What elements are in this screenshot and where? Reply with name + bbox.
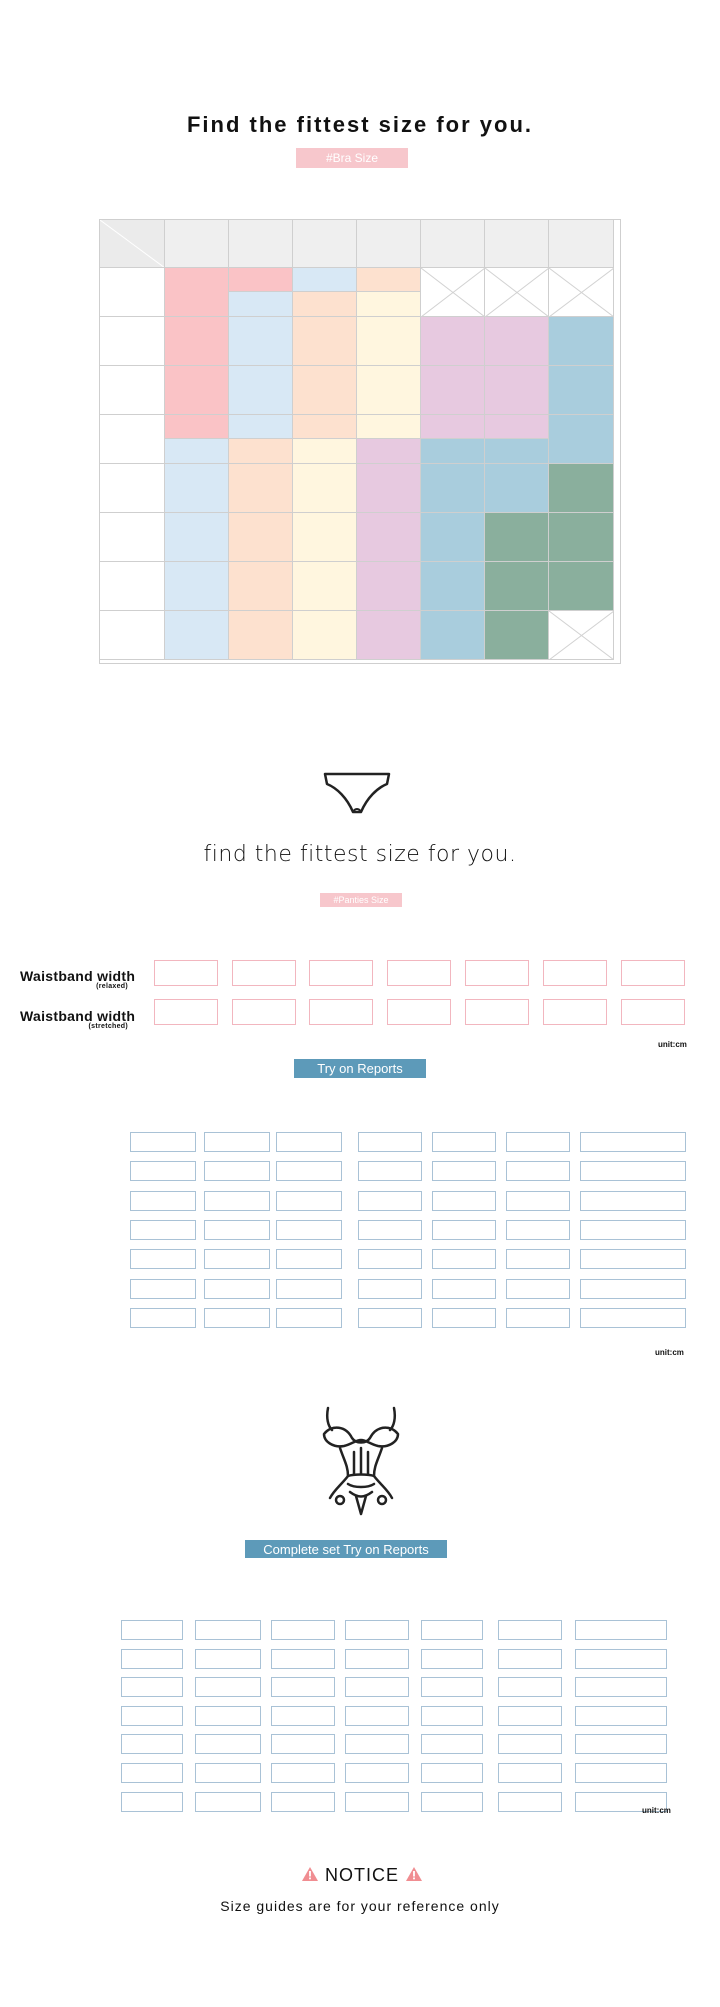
size-cell bbox=[165, 562, 229, 611]
size-cell bbox=[165, 268, 229, 317]
size-cell bbox=[229, 611, 293, 660]
warning-icon bbox=[405, 1866, 423, 1882]
size-cell bbox=[229, 317, 293, 366]
report-value bbox=[121, 1792, 183, 1812]
waistband-relaxed-value bbox=[543, 960, 607, 986]
report-value bbox=[498, 1706, 562, 1726]
tryon-unit: unit:cm bbox=[655, 1348, 684, 1357]
report-value bbox=[498, 1620, 562, 1640]
report-value bbox=[130, 1132, 196, 1152]
report-value bbox=[195, 1706, 261, 1726]
waistband-stretched-value bbox=[465, 999, 529, 1025]
report-value bbox=[195, 1792, 261, 1812]
waistband-stretched-value bbox=[154, 999, 218, 1025]
size-cell-split-bottom bbox=[485, 439, 549, 464]
waistband-stretched-value bbox=[309, 999, 373, 1025]
report-value bbox=[271, 1734, 335, 1754]
report-value bbox=[498, 1792, 562, 1812]
waistband-relaxed-value bbox=[309, 960, 373, 986]
bra-section-title: Find the fittest size for you. bbox=[186, 112, 533, 137]
size-cell bbox=[549, 415, 614, 464]
report-value bbox=[195, 1620, 261, 1640]
unavailable-cell bbox=[549, 611, 614, 660]
report-value bbox=[358, 1249, 422, 1269]
underbust-header bbox=[485, 220, 549, 268]
report-value bbox=[345, 1792, 409, 1812]
size-cell bbox=[549, 464, 614, 513]
underbust-header bbox=[549, 220, 614, 268]
report-value bbox=[276, 1279, 342, 1299]
size-cell bbox=[421, 366, 485, 415]
size-cell-split-bottom bbox=[293, 439, 357, 464]
size-cell-split-bottom bbox=[421, 439, 485, 464]
report-value bbox=[345, 1677, 409, 1697]
report-value bbox=[121, 1649, 183, 1669]
report-value bbox=[345, 1706, 409, 1726]
report-value bbox=[204, 1132, 270, 1152]
report-value bbox=[421, 1677, 483, 1697]
size-cell bbox=[485, 513, 549, 562]
size-cell bbox=[293, 464, 357, 513]
size-cell bbox=[549, 317, 614, 366]
unavailable-cell bbox=[421, 268, 485, 317]
size-cell-split-top bbox=[293, 268, 357, 292]
report-value bbox=[195, 1763, 261, 1783]
report-value bbox=[130, 1308, 196, 1328]
report-value bbox=[575, 1677, 667, 1697]
size-cell-split-top bbox=[485, 415, 549, 439]
cup-label bbox=[100, 464, 165, 513]
report-value bbox=[506, 1132, 570, 1152]
report-value bbox=[271, 1677, 335, 1697]
report-value bbox=[580, 1249, 686, 1269]
report-value bbox=[121, 1734, 183, 1754]
underbust-header bbox=[357, 220, 421, 268]
report-value bbox=[580, 1308, 686, 1328]
report-value bbox=[271, 1706, 335, 1726]
report-value bbox=[121, 1706, 183, 1726]
warning-icon bbox=[301, 1866, 319, 1882]
report-value bbox=[432, 1191, 496, 1211]
report-value bbox=[506, 1220, 570, 1240]
report-value bbox=[575, 1706, 667, 1726]
report-value bbox=[421, 1792, 483, 1812]
waistband-relaxed-value bbox=[621, 960, 685, 986]
report-value bbox=[575, 1763, 667, 1783]
report-value bbox=[204, 1279, 270, 1299]
waistband-relaxed-value bbox=[232, 960, 296, 986]
size-cell bbox=[357, 464, 421, 513]
report-value bbox=[421, 1763, 483, 1783]
report-value bbox=[130, 1220, 196, 1240]
report-value bbox=[121, 1677, 183, 1697]
size-cell bbox=[165, 366, 229, 415]
report-value bbox=[358, 1161, 422, 1181]
report-value bbox=[204, 1249, 270, 1269]
size-cell-split-top bbox=[165, 415, 229, 439]
size-cell bbox=[165, 464, 229, 513]
report-value bbox=[130, 1161, 196, 1181]
size-cell-split-bottom bbox=[357, 292, 421, 317]
panties-size-tag: #Panties Size bbox=[320, 893, 402, 907]
report-value bbox=[345, 1734, 409, 1754]
report-value bbox=[271, 1649, 335, 1669]
waistband-relaxed-value bbox=[387, 960, 451, 986]
size-cell bbox=[485, 464, 549, 513]
size-cell-split-top bbox=[421, 415, 485, 439]
size-cell-split-top bbox=[357, 268, 421, 292]
report-value bbox=[345, 1620, 409, 1640]
report-value bbox=[271, 1792, 335, 1812]
report-value bbox=[580, 1191, 686, 1211]
report-value bbox=[276, 1220, 342, 1240]
report-value bbox=[575, 1734, 667, 1754]
size-cell bbox=[165, 317, 229, 366]
report-value bbox=[506, 1308, 570, 1328]
panties-unit: unit:cm bbox=[658, 1040, 687, 1049]
waistband-stretched-value bbox=[387, 999, 451, 1025]
unavailable-cell bbox=[549, 268, 614, 317]
size-cell bbox=[229, 464, 293, 513]
cup-label bbox=[100, 317, 165, 366]
bra-size-tag: #Bra Size bbox=[296, 148, 408, 168]
report-value bbox=[130, 1191, 196, 1211]
report-value bbox=[358, 1132, 422, 1152]
underbust-header bbox=[421, 220, 485, 268]
size-cell bbox=[485, 611, 549, 660]
size-cell bbox=[229, 513, 293, 562]
report-value bbox=[276, 1161, 342, 1181]
waistband-stretched-label: Waistband width (stretched) bbox=[20, 1008, 136, 1030]
report-value bbox=[432, 1132, 496, 1152]
size-cell bbox=[549, 562, 614, 611]
unavailable-cell bbox=[485, 268, 549, 317]
size-cell-split-top bbox=[357, 415, 421, 439]
underbust-header bbox=[165, 220, 229, 268]
notice-title: NOTICE bbox=[324, 1865, 399, 1885]
corset-icon bbox=[318, 1404, 404, 1518]
report-value bbox=[195, 1649, 261, 1669]
report-value bbox=[271, 1763, 335, 1783]
report-value bbox=[498, 1763, 562, 1783]
report-value bbox=[121, 1763, 183, 1783]
report-value bbox=[421, 1706, 483, 1726]
size-cell bbox=[165, 611, 229, 660]
cup-label bbox=[100, 415, 165, 464]
size-cell-split-bottom bbox=[165, 439, 229, 464]
size-cell bbox=[421, 611, 485, 660]
report-value bbox=[421, 1649, 483, 1669]
report-value bbox=[432, 1249, 496, 1269]
size-cell-split-top bbox=[229, 415, 293, 439]
report-value bbox=[580, 1132, 686, 1152]
size-cell bbox=[357, 317, 421, 366]
report-value bbox=[421, 1620, 483, 1640]
report-value bbox=[204, 1161, 270, 1181]
report-value bbox=[204, 1191, 270, 1211]
size-cell-split-bottom bbox=[229, 439, 293, 464]
report-value bbox=[345, 1763, 409, 1783]
waistband-stretched-value bbox=[232, 999, 296, 1025]
underbust-header bbox=[293, 220, 357, 268]
report-value bbox=[580, 1161, 686, 1181]
size-cell bbox=[421, 317, 485, 366]
report-value bbox=[121, 1620, 183, 1640]
complete-unit: unit:cm bbox=[642, 1806, 671, 1815]
report-value bbox=[498, 1649, 562, 1669]
size-cell-split-top bbox=[229, 268, 293, 292]
report-value bbox=[432, 1220, 496, 1240]
cup-label bbox=[100, 611, 165, 660]
panties-icon bbox=[321, 768, 393, 818]
report-value bbox=[432, 1308, 496, 1328]
size-cell bbox=[293, 317, 357, 366]
size-cell-split-bottom bbox=[293, 292, 357, 317]
table-corner bbox=[100, 220, 165, 268]
size-cell bbox=[549, 366, 614, 415]
report-value bbox=[580, 1279, 686, 1299]
complete-set-bar: Complete set Try on Reports bbox=[245, 1540, 447, 1558]
size-cell bbox=[357, 562, 421, 611]
size-cell bbox=[165, 513, 229, 562]
report-value bbox=[358, 1279, 422, 1299]
report-value bbox=[195, 1677, 261, 1697]
report-value bbox=[195, 1734, 261, 1754]
report-value bbox=[204, 1308, 270, 1328]
report-value bbox=[580, 1220, 686, 1240]
report-value bbox=[276, 1308, 342, 1328]
bra-size-table bbox=[99, 219, 621, 664]
report-value bbox=[130, 1249, 196, 1269]
report-value bbox=[506, 1191, 570, 1211]
size-cell bbox=[293, 611, 357, 660]
waistband-relaxed-value bbox=[465, 960, 529, 986]
size-cell bbox=[293, 513, 357, 562]
size-cell bbox=[485, 562, 549, 611]
report-value bbox=[358, 1220, 422, 1240]
cup-label bbox=[100, 562, 165, 611]
size-cell-split-bottom bbox=[229, 292, 293, 317]
report-value bbox=[358, 1308, 422, 1328]
report-value bbox=[271, 1620, 335, 1640]
cup-label bbox=[100, 366, 165, 415]
report-value bbox=[498, 1734, 562, 1754]
size-cell-split-top bbox=[293, 415, 357, 439]
try-on-reports-bar: Try on Reports bbox=[294, 1059, 426, 1078]
report-value bbox=[276, 1191, 342, 1211]
report-value bbox=[432, 1161, 496, 1181]
size-cell bbox=[421, 513, 485, 562]
size-cell bbox=[293, 562, 357, 611]
report-value bbox=[276, 1132, 342, 1152]
report-value bbox=[432, 1279, 496, 1299]
size-cell bbox=[357, 611, 421, 660]
waistband-relaxed-label: Waistband width (relaxed) bbox=[20, 968, 136, 990]
size-cell bbox=[421, 562, 485, 611]
size-cell bbox=[357, 513, 421, 562]
report-value bbox=[506, 1161, 570, 1181]
size-cell bbox=[549, 513, 614, 562]
report-value bbox=[345, 1649, 409, 1669]
report-value bbox=[276, 1249, 342, 1269]
size-cell bbox=[421, 464, 485, 513]
report-value bbox=[575, 1649, 667, 1669]
report-value bbox=[506, 1279, 570, 1299]
waistband-stretched-value bbox=[621, 999, 685, 1025]
size-cell bbox=[293, 366, 357, 415]
panties-section-title: find the fittest size for you. bbox=[203, 842, 517, 867]
waistband-relaxed-value bbox=[154, 960, 218, 986]
size-cell bbox=[357, 366, 421, 415]
notice-text: Size guides are for your reference only bbox=[220, 1898, 500, 1914]
size-cell-split-bottom bbox=[357, 439, 421, 464]
size-cell bbox=[229, 366, 293, 415]
report-value bbox=[575, 1620, 667, 1640]
cup-label bbox=[100, 268, 165, 317]
underbust-header bbox=[229, 220, 293, 268]
report-value bbox=[358, 1191, 422, 1211]
waistband-stretched-value bbox=[543, 999, 607, 1025]
size-cell bbox=[229, 562, 293, 611]
size-cell bbox=[485, 366, 549, 415]
report-value bbox=[130, 1279, 196, 1299]
report-value bbox=[506, 1249, 570, 1269]
size-cell bbox=[485, 317, 549, 366]
report-value bbox=[498, 1677, 562, 1697]
report-value bbox=[204, 1220, 270, 1240]
report-value bbox=[421, 1734, 483, 1754]
cup-label bbox=[100, 513, 165, 562]
